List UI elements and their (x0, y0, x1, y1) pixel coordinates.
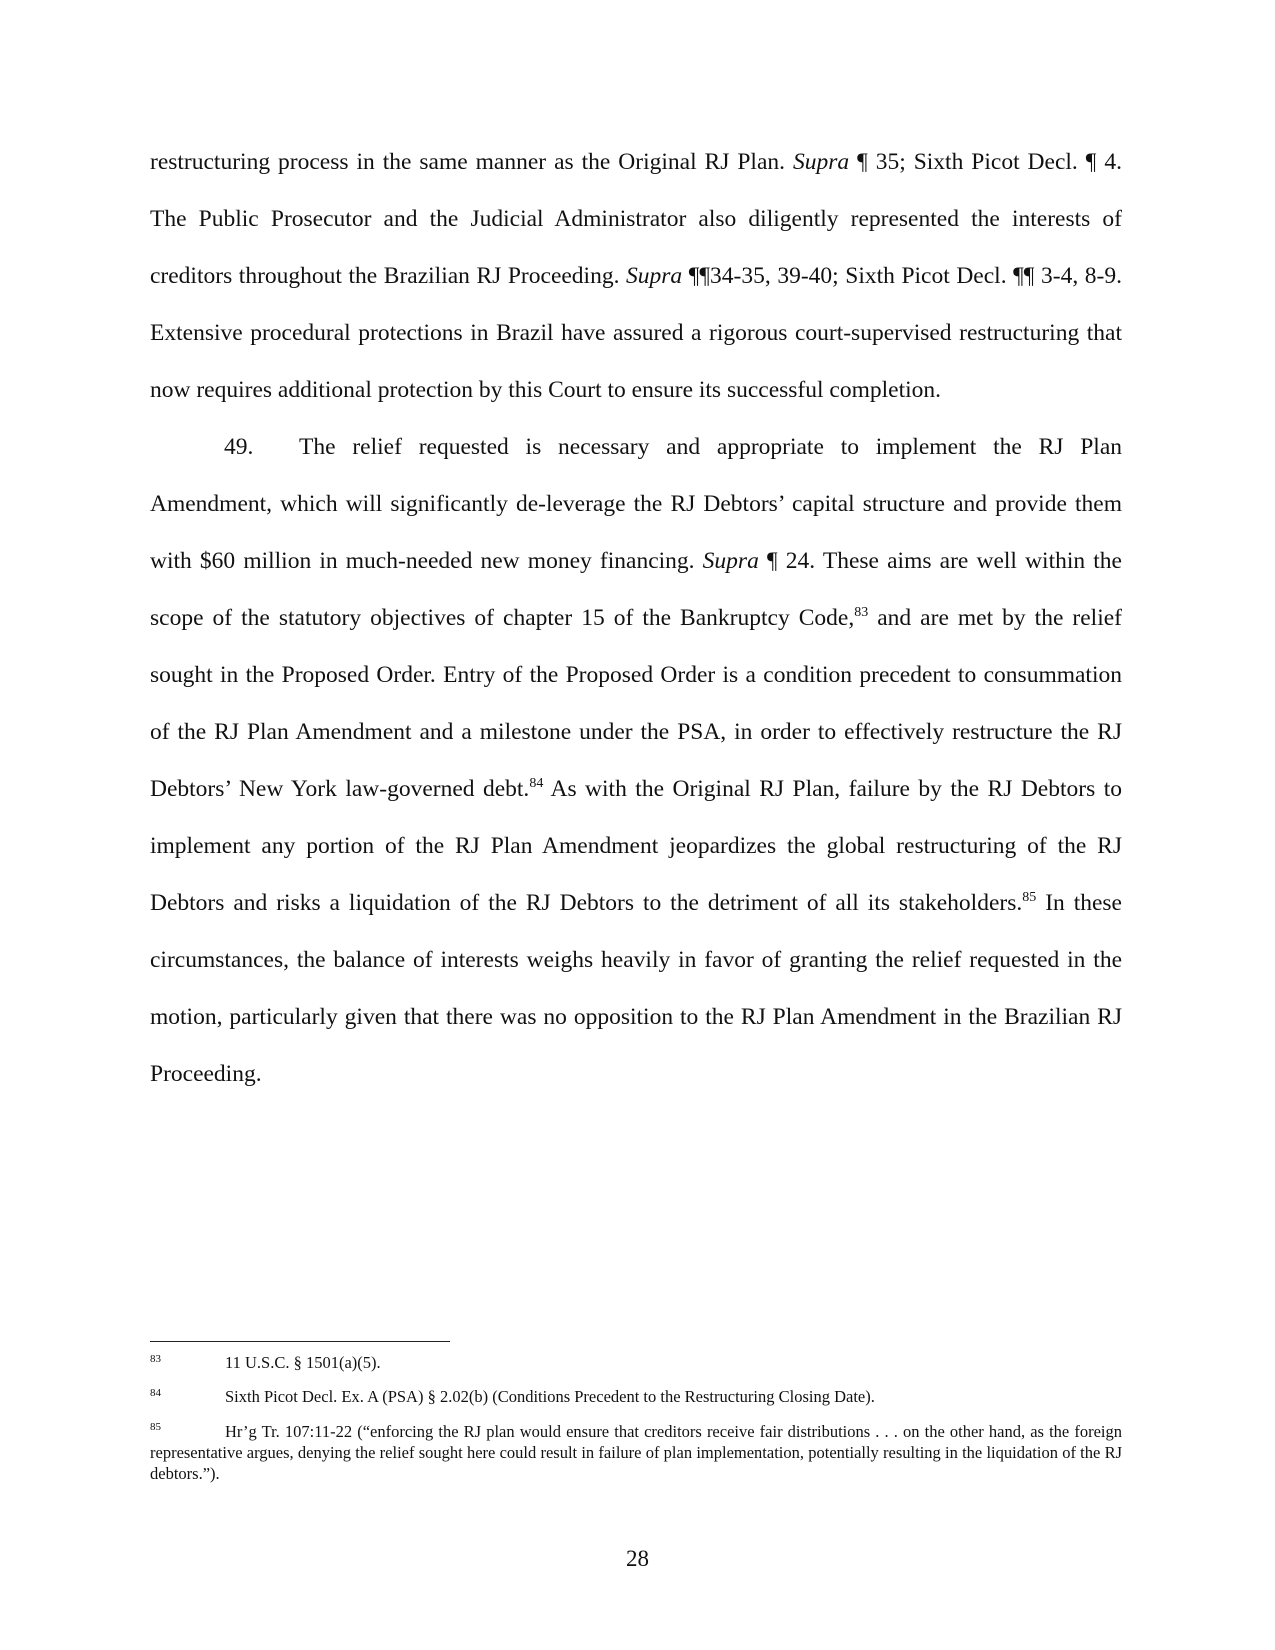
footnote-ref[interactable]: 84 (529, 776, 544, 791)
footnote-mark: 83 (150, 1353, 161, 1365)
text-run: The relief requested is necessary and appropriate to implement the RJ Plan Amendment, which will significantly de-leverage the RJ Debtors’ capital structure and provide them with $60 million in much-needed new money financing. (150, 434, 1122, 574)
footnote (150, 1387, 1122, 1407)
citation-signal: Supra (626, 263, 683, 289)
paragraph-number: 49. (224, 434, 254, 460)
text-run: ¶ 24. These aims are well within the scope of the statutory objectives of chapter 15 of the Bankruptcy Code, (150, 548, 1122, 631)
text-run: As with the Original RJ Plan, failure by the RJ Debtors to implement any portion of the RJ Plan Amendment jeopardizes the global restructuring of the RJ Debtors and risks a liquidation of the RJ Debtors to the detriment of all its stakeholders. (150, 776, 1122, 916)
footnotes (150, 1353, 1122, 1498)
text-run: restructuring process in the same manner as the Original RJ Plan. (150, 149, 793, 175)
footnote-text: Sixth Picot Decl. Ex. A (PSA) § 2.02(b) (Conditions Precedent to the Restructuring Closing Date). (225, 1387, 875, 1406)
footnote-mark: 85 (150, 1421, 161, 1433)
paragraph-continued (150, 134, 1122, 419)
footnote-text: Hr’g Tr. 107:11-22 (“enforcing the RJ plan would ensure that creditors receive fair distributions . . . on the other hand, as the foreign representative argues, denying the relief sought here could result in failure of plan implementation, potentially resulting in the liquidation of the RJ debtors.”). (150, 1422, 1122, 1483)
footnote (150, 1353, 1122, 1373)
text-run: In these circumstances, the balance of interests weighs heavily in favor of granting the relief requested in the motion, particularly given that there was no opposition to the RJ Plan Amendment in the Brazilian RJ Proceeding. (150, 890, 1122, 1087)
page-number: 28 (626, 1546, 649, 1571)
citation-signal: Supra (702, 548, 759, 574)
paragraph-49 (150, 419, 1122, 1103)
footnote-ref[interactable]: 83 (854, 605, 869, 620)
text-run: ¶ 35; Sixth Picot Decl. ¶ 4. The Public Prosecutor and the Judicial Administrator also diligently represented the interests of creditors throughout the Brazilian RJ Proceeding. (150, 149, 1122, 289)
text-run: ¶¶34-35, 39-40; Sixth Picot Decl. ¶¶ 3-4, 8-9. Extensive procedural protections in Brazil have assured a rigorous court-supervised restructuring that now requires additional protection by this Court to ensure its successful completion. (150, 263, 1122, 403)
footnote-separator (150, 1341, 450, 1342)
text-run: and are met by the relief sought in the Proposed Order. Entry of the Proposed Order is a condition precedent to consummation of the RJ Plan Amendment and a milestone under the PSA, in order to effectively restructure the RJ Debtors’ New York law-governed debt. (150, 605, 1122, 802)
footnote-ref[interactable]: 85 (1022, 890, 1037, 905)
footnote-mark: 84 (150, 1387, 161, 1399)
citation-signal: Supra (792, 149, 850, 175)
footnote (150, 1421, 1122, 1484)
footnote-text: 11 U.S.C. § 1501(a)(5). (225, 1353, 381, 1372)
body-text (150, 134, 1122, 1103)
